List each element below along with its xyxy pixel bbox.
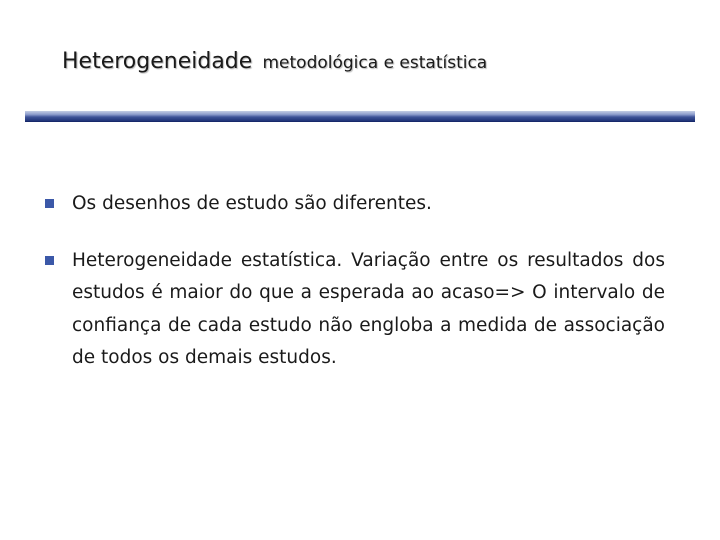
bullet-list xyxy=(45,188,665,399)
slide-title xyxy=(62,38,487,76)
title-underline-bar xyxy=(25,111,695,122)
square-bullet-icon xyxy=(45,199,54,208)
bullet-item xyxy=(45,188,665,221)
bullet-item xyxy=(45,245,665,375)
slide-title-rest: metodológica e estatística xyxy=(262,53,488,73)
bullet-text: Os desenhos de estudo são diferentes. xyxy=(72,193,432,214)
slide-title-main: Heterogeneidade xyxy=(62,49,253,74)
bullet-text: Heterogeneidade estatística. Variação entre os resultados dos estudos é maior do que a esperada ao acaso=> O intervalo de confiança de cada estudo não engloba a medida de associação de todos os demais estudos. xyxy=(72,249,665,368)
square-bullet-icon xyxy=(45,256,54,265)
